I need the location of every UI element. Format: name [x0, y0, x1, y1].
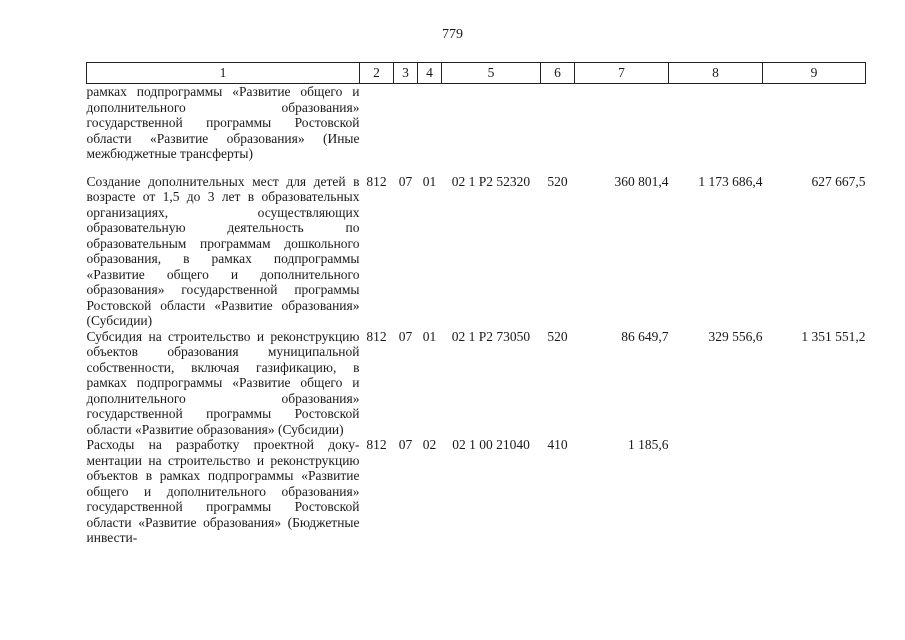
row-section-code: 07	[398, 437, 413, 452]
row-amount-year3	[763, 437, 866, 546]
row-amount-year3: 627 667,5	[811, 173, 866, 189]
header-col-9: 9	[763, 63, 866, 84]
row-section-code	[394, 84, 418, 174]
row-amount-year3: 1 351 551,2	[801, 328, 866, 344]
table-row	[87, 174, 866, 329]
table-row	[87, 437, 866, 546]
row-amount-year2	[669, 84, 763, 174]
row-section-code: 07	[398, 173, 413, 189]
row-subsection-code: 01	[422, 173, 437, 189]
header-col-7: 7	[575, 63, 669, 84]
row-amount-year3	[763, 84, 866, 174]
row-target-article	[442, 84, 541, 174]
row-expense-type	[541, 84, 575, 174]
row-ministry-code: 812	[366, 328, 387, 344]
row-amount-year2: 329 556,6	[708, 328, 763, 344]
row-section-code: 07	[398, 328, 413, 344]
row-subsection-code: 02	[422, 437, 437, 452]
row-target-article: 02 1 P2 52320	[451, 173, 531, 189]
row-subsection-code	[418, 84, 442, 174]
header-col-8: 8	[669, 63, 763, 84]
row-description: Расходы на разработку проектной документации на строительство и реконструкцию объектов в рамках подпрограммы «Развитие общего и дополнительного образования» государственной программы Ростовской области «Развитие образования» (Бюджетные инвести-	[86, 437, 360, 545]
row-ministry-code: 812	[366, 173, 387, 189]
row-expense-type: 410	[547, 437, 568, 452]
row-description: Субсидия на строительство и реконструкцию объектов образования муниципальной собственности, включая газификацию, в рамках подпрограммы «Развитие общего и дополнительного образования» государственной программы Ростовской области «Развитие образования» (Субсидии)	[86, 328, 360, 437]
row-description: рамках подпрограммы «Развитие общего и дополнительного образования» государственной программы Ростовской области «Развитие образования» (Иные межбюджетные трансферты)	[86, 84, 360, 161]
table-header-row	[87, 63, 866, 84]
header-col-3: 3	[394, 63, 418, 84]
row-ministry-code: 812	[366, 437, 387, 452]
budget-table	[86, 62, 866, 546]
row-ministry-code	[360, 84, 394, 174]
row-amount-year1: 1 185,6	[628, 437, 669, 452]
table-row	[87, 329, 866, 438]
row-expense-type: 520	[547, 173, 568, 189]
row-amount-year2	[669, 437, 763, 546]
header-col-6: 6	[541, 63, 575, 84]
row-expense-type: 520	[547, 328, 568, 344]
page-number: 779	[442, 27, 463, 42]
row-amount-year1: 86 649,7	[621, 328, 669, 344]
row-amount-year1	[575, 84, 669, 174]
header-col-1: 1	[87, 63, 360, 84]
table-row	[87, 84, 866, 174]
row-description: Создание дополнительных мест для детей в возрасте от 1,5 до 3 лет в образовательных организациях, осуществляющих образовательную деятельность по образовательным программам дошкольного образования, в рамках подпрограммы «Развитие общего и дополнительного образования» государственной программы Ростовской области «Развитие образования» (Субсидии)	[86, 173, 360, 328]
header-col-5: 5	[442, 63, 541, 84]
header-col-4: 4	[418, 63, 442, 84]
row-target-article: 02 1 P2 73050	[451, 328, 531, 344]
row-amount-year1: 360 801,4	[614, 173, 669, 189]
header-col-2: 2	[360, 63, 394, 84]
row-subsection-code: 01	[422, 328, 437, 344]
row-target-article: 02 1 00 21040	[452, 437, 530, 452]
row-amount-year2: 1 173 686,4	[698, 173, 763, 189]
